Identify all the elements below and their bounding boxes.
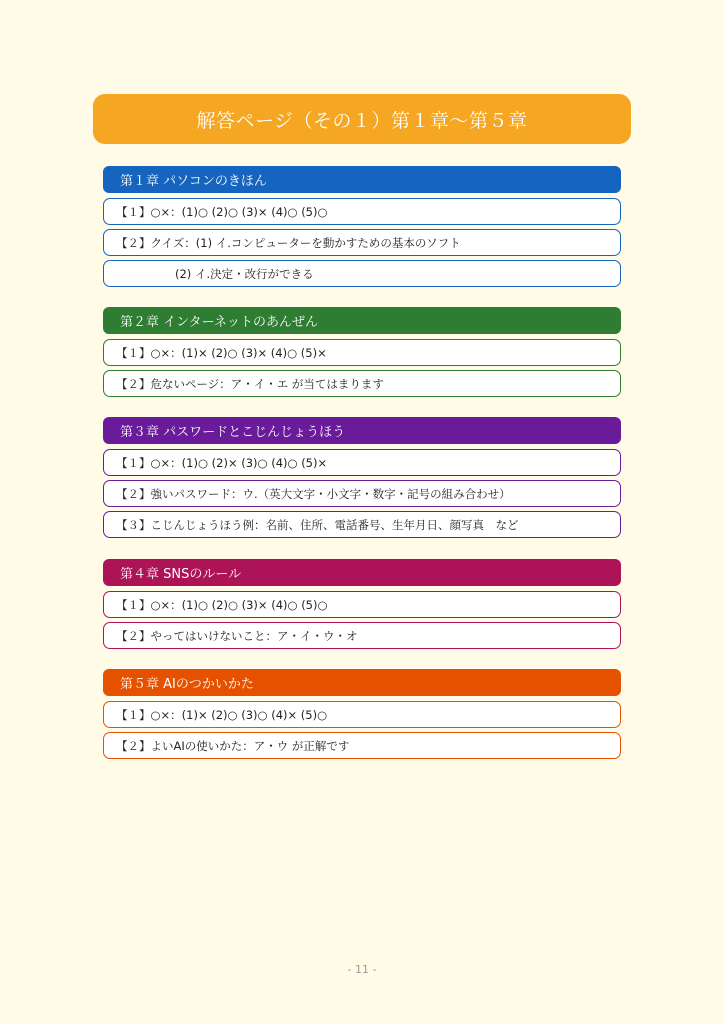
- chapter-4-answer-2: 【２】やってはいけないこと：ア・イ・ウ・オ: [103, 622, 621, 649]
- chapter-3-heading: 第３章 パスワードとこじんじょうほう: [103, 417, 621, 444]
- chapter-2-section: [103, 307, 621, 401]
- chapter-1-heading: 第１章 パソコンのきほん: [103, 166, 621, 193]
- chapter-3-answer-2: 【２】強いパスワード：ウ.（英大文字・小文字・数字・記号の組み合わせ）: [103, 480, 621, 507]
- chapter-5-heading: 第５章 AIのつかいかた: [103, 669, 621, 696]
- chapter-5-section: [103, 669, 621, 763]
- chapter-2-heading: 第２章 インターネットのあんぜん: [103, 307, 621, 334]
- chapter-5-answer-2: 【２】よいAIの使いかた：ア・ウ が正解です: [103, 732, 621, 759]
- chapter-4-heading: 第４章 SNSのルール: [103, 559, 621, 586]
- chapter-1-answer-1: 【１】○×：(1)○ (2)○ (3)× (4)○ (5)○: [103, 198, 621, 225]
- chapter-4-answer-1: 【１】○×：(1)○ (2)○ (3)× (4)○ (5)○: [103, 591, 621, 618]
- chapter-3-section: [103, 417, 621, 542]
- chapter-1-answer-2-cont: (2) イ.決定・改行ができる: [103, 260, 621, 287]
- page-title: 解答ページ（その１）第１章〜第５章: [196, 109, 528, 132]
- chapter-5-answer-1: 【１】○×：(1)× (2)○ (3)○ (4)× (5)○: [103, 701, 621, 728]
- chapter-3-answer-3: 【３】こじんじょうほう例：名前、住所、電話番号、生年月日、顔写真 など: [103, 511, 621, 538]
- chapter-2-answer-1: 【１】○×：(1)× (2)○ (3)× (4)○ (5)×: [103, 339, 621, 366]
- chapter-2-answer-2: 【２】危ないページ：ア・イ・エ が当てはまります: [103, 370, 621, 397]
- chapter-3-answer-1: 【１】○×：(1)○ (2)× (3)○ (4)○ (5)×: [103, 449, 621, 476]
- chapter-4-section: [103, 559, 621, 653]
- page-title-banner: [93, 94, 631, 144]
- chapter-1-section: [103, 166, 621, 291]
- page-number: - 11 -: [347, 963, 377, 976]
- chapter-1-answer-2: 【２】クイズ：(1) イ.コンピューターを動かすための基本のソフト: [103, 229, 621, 256]
